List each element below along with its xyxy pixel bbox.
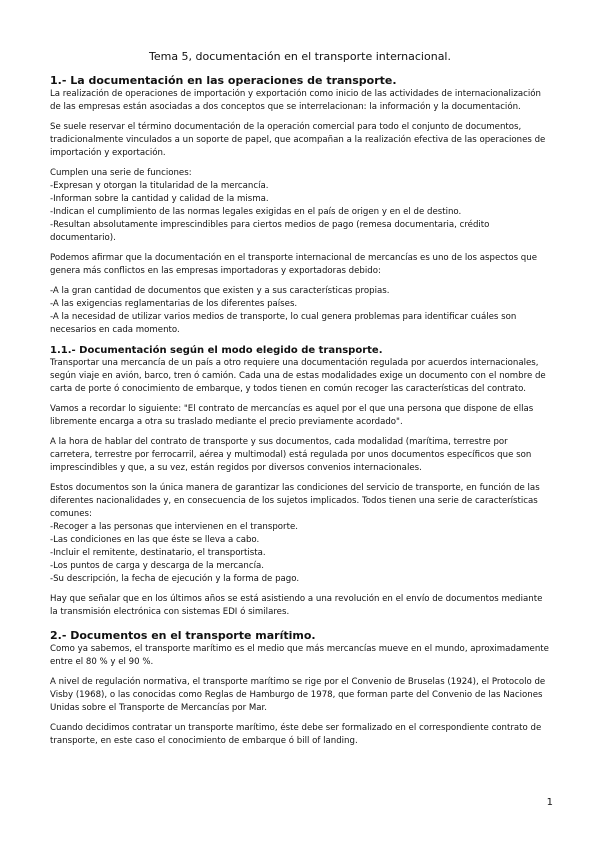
list-item: -A la necesidad de utilizar varios medios de transporte, lo cual genera problemas para identificar cuáles son necesarios en cada momento. [50,312,517,335]
list-item: -Expresan y otorgan la titularidad de la mercancía. [50,181,269,191]
list-item: -Indican el cumplimiento de las normas legales exigidas en el país de origen y en el de destino. [50,207,462,217]
paragraph: A la hora de hablar del contrato de transporte y sus documentos, cada modalidad (marítima, terrestre por carretera, terrestre por ferrocarril, aérea y multimodal) está regulada por unos documentos específicos que son imprescindibles y que, a su vez, están regidos por diversos convenios internacionales. [50,437,532,473]
section-1-heading: 1.- La documentación en las operaciones de transporte. [50,74,397,87]
paragraph: Transportar una mercancía de un país a otro requiere una documentación regulada por acuerdos internacionales, según viaje en avión, barco, tren ó camión. Cada una de estas modalidades exige un documento con el nombre de carta de porte ó conocimiento de embarque, y todos tienen en común recoger las características del contrato. [50,358,546,394]
paragraph: Se suele reservar el término documentación de la operación comercial para todo el conjunto de documentos, tradicionalmente vinculados a un soporte de papel, que acompañan a la realización efectiva de las operaciones de importación y exportación. [50,122,546,158]
section-1-1-heading: 1.1.- Documentación según el modo elegido de transporte. [50,345,383,356]
list-item: -Informan sobre la cantidad y calidad de la misma. [50,194,269,204]
document-page [50,50,550,755]
list-item: -Los puntos de carga y descarga de la mercancía. [50,561,264,571]
paragraph: Hay que señalar que en los últimos años se está asistiendo a una revolución en el envío de documentos mediante la transmisión electrónica con sistemas EDI ó similares. [50,594,543,617]
functions-list [50,167,550,245]
list-item: -Su descripción, la fecha de ejecución y la forma de pago. [50,574,300,584]
paragraph: A nivel de regulación normativa, el transporte marítimo se rige por el Convenio de Bruselas (1924), el Protocolo de Visby (1968), o las conocidas como Reglas de Hamburgo de 1978, que forman parte del Convenio de las Naciones Unidas sobre el Transporte de Mercancías por Mar. [50,677,546,713]
list-item: -Resultan absolutamente imprescindibles para ciertos medios de pago (remesa documentaria, crédito documentario). [50,220,490,243]
list-item: -Incluir el remitente, destinatario, el transportista. [50,548,266,558]
list-item: -Las condiciones en las que éste se lleva a cabo. [50,535,260,545]
reasons-list [50,285,550,337]
paragraph: Estos documentos son la única manera de garantizar las condiciones del servicio de transporte, en función de las diferentes nacionalidades y, en consecuencia de los sujetos implicados. Todos tienen una serie de características comunes: [50,483,540,519]
list-item: -A la gran cantidad de documentos que existen y a sus características propias. [50,286,390,296]
paragraph: Cuando decidimos contratar un transporte marítimo, éste debe ser formalizado en el correspondiente contrato de transporte, en este caso el conocimiento de embarque ó bill of landing. [50,723,542,746]
paragraph: Como ya sabemos, el transporte marítimo es el medio que más mercancías mueve en el mundo, aproximadamente entre el 80 % y el 90 %. [50,644,549,667]
paragraph: Podemos afirmar que la documentación en el transporte internacional de mercancías es uno de los aspectos que genera más conflictos en las empresas importadoras y exportadoras debido: [50,253,537,276]
list-intro: Cumplen una serie de funciones: [50,168,192,178]
characteristics-block [50,482,550,586]
list-item: -A las exigencias reglamentarias de los diferentes países. [50,299,298,309]
paragraph: Vamos a recordar lo siguiente: "El contrato de mercancías es aquel por el que una persona que dispone de ellas libremente encarga a otra su traslado mediante el precio previamente acordado". [50,404,534,427]
page-number: 1 [546,797,553,808]
section-2-heading: 2.- Documentos en el transporte marítimo. [50,629,316,642]
list-item: -Recoger a las personas que intervienen en el transporte. [50,522,298,532]
paragraph: La realización de operaciones de importación y exportación como inicio de las actividades de internacionalización de las empresas están asociadas a dos conceptos que se interrelacionan: la información y la documentación. [50,89,541,112]
page-title: Tema 5, documentación en el transporte internacional. [148,50,451,63]
